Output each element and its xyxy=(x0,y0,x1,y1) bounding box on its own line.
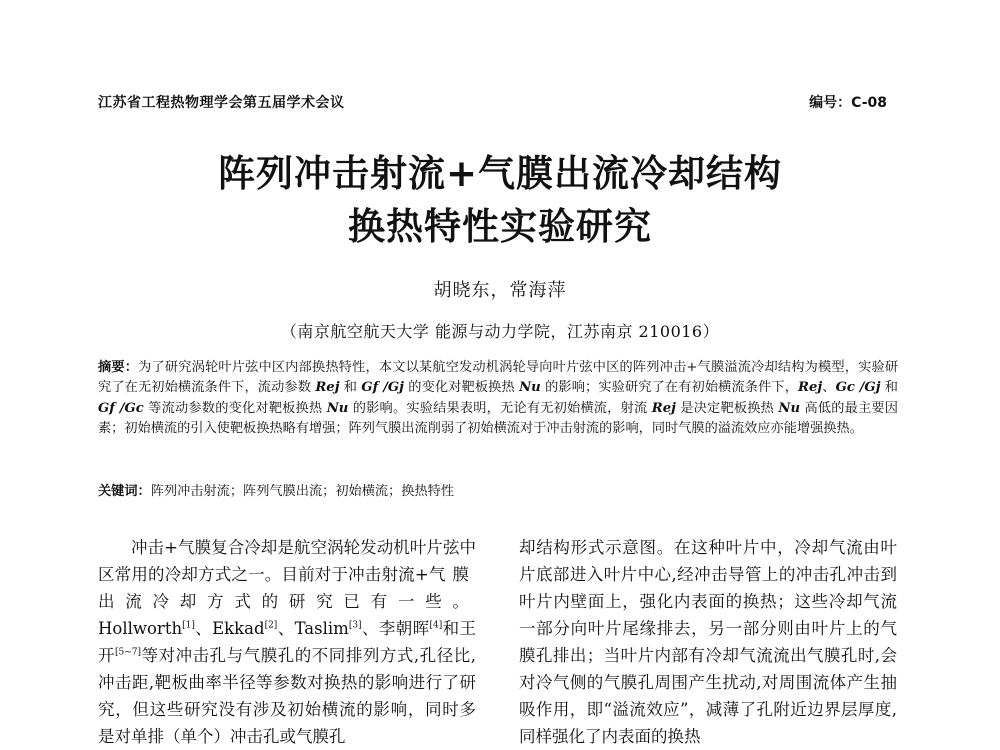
citation-ref: [3] xyxy=(348,620,362,631)
var-rej: Rej xyxy=(798,380,823,396)
authors: 胡晓东，常海萍 xyxy=(433,280,567,301)
citation-author: 和王开 xyxy=(98,619,477,665)
abstract-text: 为了研究涡轮叶片弦中区内部换热特性，本文以某航空发动机涡轮导向叶片弦中区的阵列冲击+气膜溢流冷却结构为模型，实验研究了在无初始横流条件下，流动参数 xyxy=(98,360,899,396)
paper-title-line-2: 换热特性实验研究 xyxy=(348,205,652,248)
var-rej: Rej xyxy=(315,380,340,396)
var-gf-gc: Gf /Gc xyxy=(98,400,144,416)
body-column-left xyxy=(98,534,476,750)
citation-author: Hollworth xyxy=(98,619,183,638)
body-paragraph: 却结构形式示意图。在这种叶片中，冷却气流由叶片底部进入叶片中心,经冲击导管上的冲击孔冲击到叶片内壁面上，强化内表面的换热；这些冷却气流一部分向叶片尾缘排去，另一部分则由叶片上的气膜孔排出；当叶片内部有冷却气流流出气膜孔时,会对冷气侧的气膜孔周围产生扰动,对周围流体产生抽吸作用，即“溢流效应”，减薄了孔附近边界层厚度,同样强化了内表面的换热 xyxy=(519,538,897,746)
abstract-label: 摘要： xyxy=(98,360,139,375)
var-nu: Nu xyxy=(778,400,801,416)
citation-ref: [5~7] xyxy=(115,647,142,658)
affiliation: （南京航空航天大学 能源与动力学院，江苏南京 210016） xyxy=(280,322,720,341)
var-nu: Nu xyxy=(519,380,541,396)
citation-author: 、Taslim xyxy=(277,619,349,638)
citation-ref: [2] xyxy=(264,620,278,631)
keywords-text: 阵列冲击射流；阵列气膜出流；初始横流；换热特性 xyxy=(150,484,455,499)
citation-author: 、Ekkad xyxy=(194,619,265,638)
paper-title-line-1: 阵列冲击射流+气膜出流冷却结构 xyxy=(217,152,782,195)
keywords xyxy=(98,482,898,502)
citation-author: 、李朝晖 xyxy=(361,619,430,638)
var-rej: Rej xyxy=(651,400,676,416)
citation-ref: [1] xyxy=(182,620,195,631)
abstract: 摘要：为了研究涡轮叶片弦中区内部换热特性，本文以某航空发动机涡轮导向叶片弦中区的阵列冲击+气膜溢流冷却结构为模型，实验研究了在无初始横流条件下，流动参数 Rej 和 Gf /Gj 的变化对靶板换热 Nu 的影响；实验研究了在有初始横流条件下，Rej、Gc /Gj 和 Gf /Gc 等流动参数的变化对靶板换热 Nu 的影响。实验结果表明，无论有无初始横流，射流 Rej 是决定靶板换热 Nu 高低的最主要因素；初始横流的引入使靶板换热略有增强；阵列气膜出流削弱了初始横流对于冲击射流的影响，同时气膜的溢流效应亦能增强换热。 xyxy=(98,360,899,437)
var-nu: Nu xyxy=(326,400,349,416)
citation-ref: [4] xyxy=(429,620,443,631)
keywords-label: 关键词： xyxy=(98,484,151,499)
var-gc-gj: Gc /Gj xyxy=(835,380,881,396)
var-gf-gj: Gf /Gj xyxy=(361,380,404,396)
body-paragraph: 冲击+气膜复合冷却是航空涡轮发动机叶片弦中区常用的冷却方式之一。目前对于冲击射流+气膜出流冷却方式的研究已有一些。 Hollworth[1]、Ekkad[2]、Taslim[3]、李朝晖[4]和王开[5~7]等对冲击孔与气膜孔的不同排列方式,孔径比,冲击距,靶板曲率半径等参数对换热的影响进行了研究，但这些研究没有涉及初始横流的影响，同时多是对单排（单个）冲击孔或气膜孔 xyxy=(98,538,477,746)
body-column-right xyxy=(519,534,897,750)
paper-number: 编号：C-08 xyxy=(809,95,887,111)
conference-header: 江苏省工程热物理学会第五届学术会议 xyxy=(98,95,345,111)
